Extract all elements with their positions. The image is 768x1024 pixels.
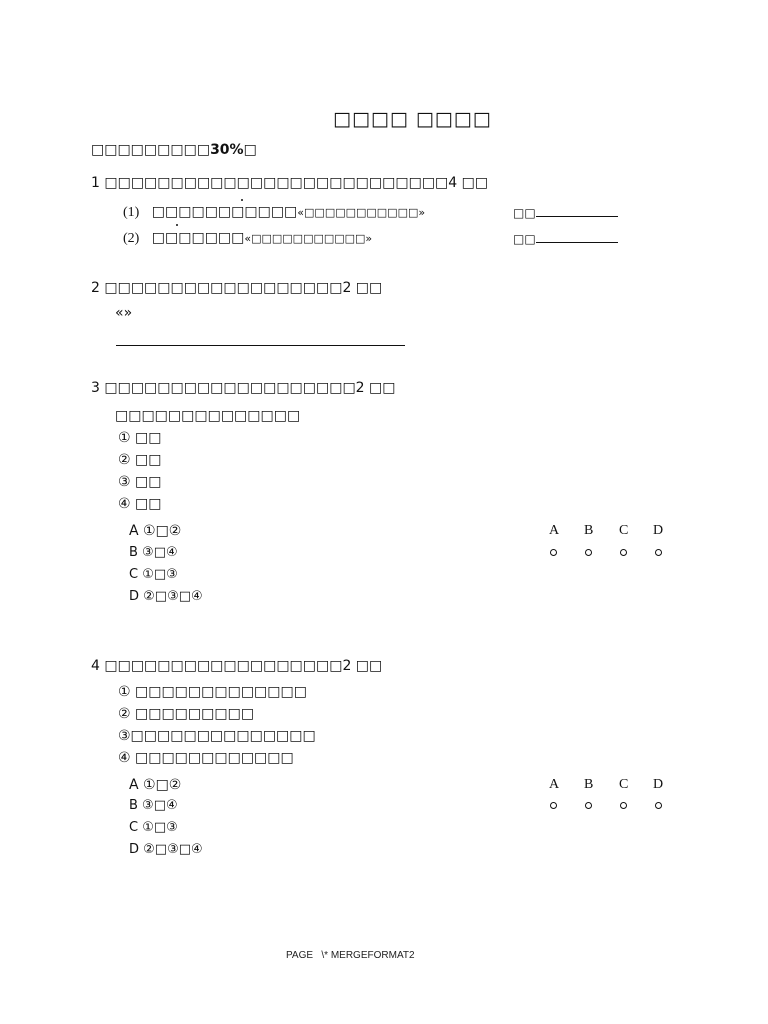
emphasis-dot: [241, 199, 243, 201]
question-2-answer-line[interactable]: [116, 345, 405, 346]
question-3-option: D ②□③□④: [129, 589, 203, 604]
choice-label-a: A: [549, 777, 560, 792]
question-3-statement: ② □□: [118, 452, 162, 468]
question-4-option: A ①□②: [129, 777, 182, 793]
question-3-statement: ④ □□: [118, 496, 162, 512]
question-2-bracket: «»: [115, 305, 133, 321]
section-heading-prefix: □□□□□□□□□: [91, 142, 211, 158]
choice-radio-d[interactable]: [655, 802, 662, 809]
answer-blank[interactable]: [536, 204, 618, 217]
question-3-stem: 3 □□□□□□□□□□□□□□□□□□□2 □□: [91, 380, 396, 396]
question-1-answer-1[interactable]: [513, 204, 618, 220]
question-1-answer-2[interactable]: [513, 230, 618, 246]
question-4-option: B ③□④: [129, 798, 178, 813]
question-4-statement: ① □□□□□□□□□□□□□: [118, 684, 307, 700]
choice-radio-c[interactable]: [620, 802, 627, 809]
choice-label-b: B: [584, 777, 594, 792]
question-3-statement: ③ □□: [118, 474, 162, 490]
choice-label-d: D: [653, 777, 664, 792]
choice-radio-b[interactable]: [585, 549, 592, 556]
choice-radio-d[interactable]: [655, 549, 662, 556]
item-reference: «□□□□□□□□□□□»: [244, 232, 373, 245]
question-3-statement: ① □□: [118, 430, 162, 446]
choice-radio-b[interactable]: [585, 802, 592, 809]
answer-blank[interactable]: [536, 230, 618, 243]
question-4-stem: 4 □□□□□□□□□□□□□□□□□□2 □□: [91, 658, 383, 674]
question-3-option: A ①□②: [129, 523, 182, 539]
item-reference: «□□□□□□□□□□□»: [297, 206, 426, 219]
question-4-option: C ①□③: [129, 820, 178, 835]
choice-radio-c[interactable]: [620, 549, 627, 556]
item-number: (2): [123, 231, 140, 246]
choice-label-c: C: [619, 523, 629, 538]
choice-label-d: D: [653, 523, 664, 538]
choice-label-b: B: [584, 523, 594, 538]
question-3-option: B ③□④: [129, 545, 178, 560]
section-heading-suffix: □: [243, 142, 257, 158]
item-text: □□□□□□□: [151, 230, 245, 246]
answer-label: □□: [513, 232, 536, 246]
page-title: □□□□ □□□□: [333, 108, 492, 130]
choice-radio-a[interactable]: [550, 549, 557, 556]
answer-label: □□: [513, 206, 536, 220]
choice-radio-a[interactable]: [550, 802, 557, 809]
question-1-item-2: [123, 230, 372, 247]
question-3-option: C ①□③: [129, 567, 178, 582]
item-number: (1): [123, 205, 140, 220]
question-1-stem: 1 □□□□□□□□□□□□□□□□□□□□□□□□□□4 □□: [91, 175, 489, 191]
item-text: □□□□□□□□□□□: [151, 204, 298, 220]
question-4-statement: ④ □□□□□□□□□□□□: [118, 750, 294, 766]
question-4-option: D ②□③□④: [129, 842, 203, 857]
question-2-stem: 2 □□□□□□□□□□□□□□□□□□2 □□: [91, 280, 383, 296]
choice-label-c: C: [619, 777, 629, 792]
section-heading-score: 30%: [210, 142, 244, 158]
question-1-item-1: [123, 204, 425, 221]
page-footer: PAGE \* MERGEFORMAT2: [286, 950, 415, 961]
question-4-statement: ② □□□□□□□□□: [118, 706, 255, 722]
emphasis-dot: [176, 224, 178, 226]
question-3-intro: □□□□□□□□□□□□□□: [115, 408, 301, 424]
question-4-statement: ③□□□□□□□□□□□□□□: [118, 728, 316, 744]
choice-label-a: A: [549, 523, 560, 538]
section-heading: [91, 142, 257, 158]
